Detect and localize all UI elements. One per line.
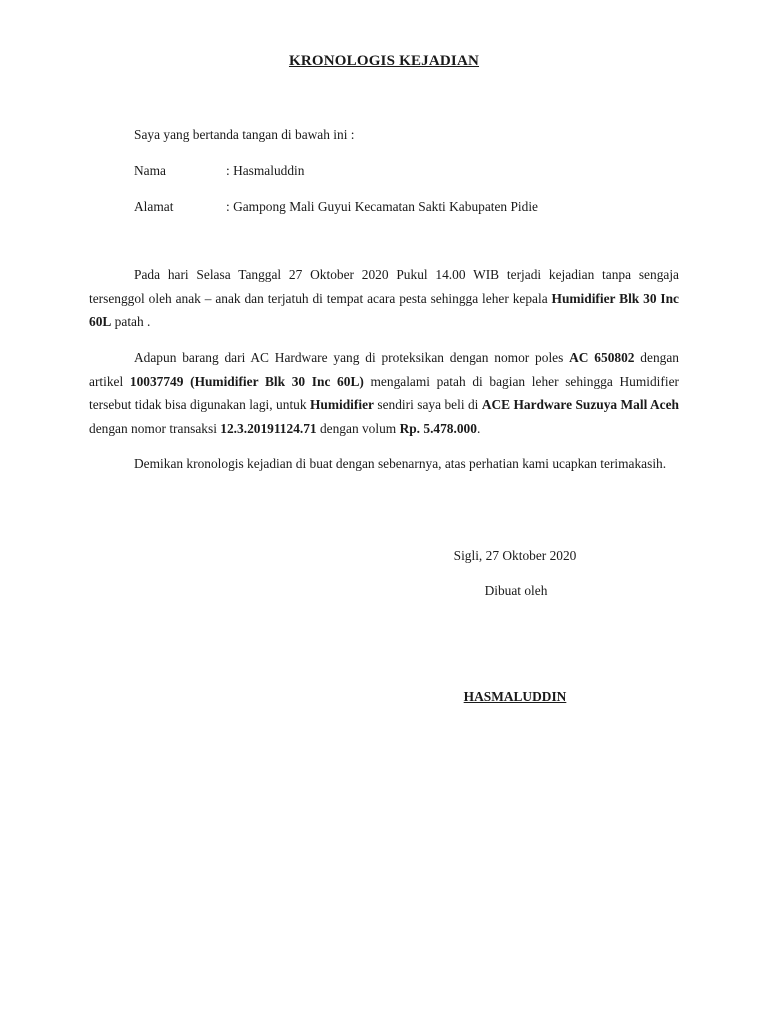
para1-text-1: Pada hari Selasa Tanggal 27 Oktober 2020 Pukul 14.00 WIB terjadi kejadian tanpa sengaja tersenggol oleh anak – anak dan terjatuh di tempat acara pesta sehingga leher kepala [89,267,679,306]
store-name: ACE Hardware Suzuya Mall Aceh [481,397,679,412]
para2-text-3: mengalami patah di bagian leher sehingga Humidifier tersebut tidak bisa digunakan lagi, untuk [89,373,679,412]
para2-text-7: . [476,420,481,436]
signature-name: HASMALUDDIN [463,689,567,704]
policy-number: AC 650802 [569,350,635,365]
name-value: : Hasmaluddin [226,163,305,178]
amount: Rp. 5.478.000 [399,420,477,436]
address-label: Alamat [134,199,174,214]
para2-text-2: dengan artikel [89,350,679,389]
transaction-number: 12.3.20191124.71 [220,420,317,436]
para1-product: Humidifier Blk 30 Inc 60L [89,290,679,329]
signature-place-date: Sigli, 27 Oktober 2020 [453,548,577,563]
para2-text-4: sendiri saya beli di [373,397,482,412]
para1-text-2: patah . [111,314,151,329]
paragraph-details [89,346,679,440]
para2-text-6: dengan volum [316,420,400,436]
para2-text-5: dengan nomor transaksi [89,420,221,436]
paragraph-closing: Demikan kronologis kejadian di buat dengan sebenarnya, atas perhatian kami ucapkan terimakasih. [134,456,667,471]
address-value: : Gampong Mali Guyui Kecamatan Sakti Kabupaten Pidie [226,199,539,214]
intro-text: Saya yang bertanda tangan di bawah ini : [134,127,355,142]
paragraph-incident [89,263,679,334]
article-number: 10037749 (Humidifier Blk 30 Inc 60L) [129,373,364,389]
signature-made-by: Dibuat oleh [484,583,548,598]
document-title: KRONOLOGIS KEJADIAN [288,53,480,69]
product-name: Humidifier [309,397,374,412]
name-label: Nama [134,163,166,178]
para2-text-1: Adapun barang dari AC Hardware yang di proteksikan dengan nomor poles [134,350,570,365]
